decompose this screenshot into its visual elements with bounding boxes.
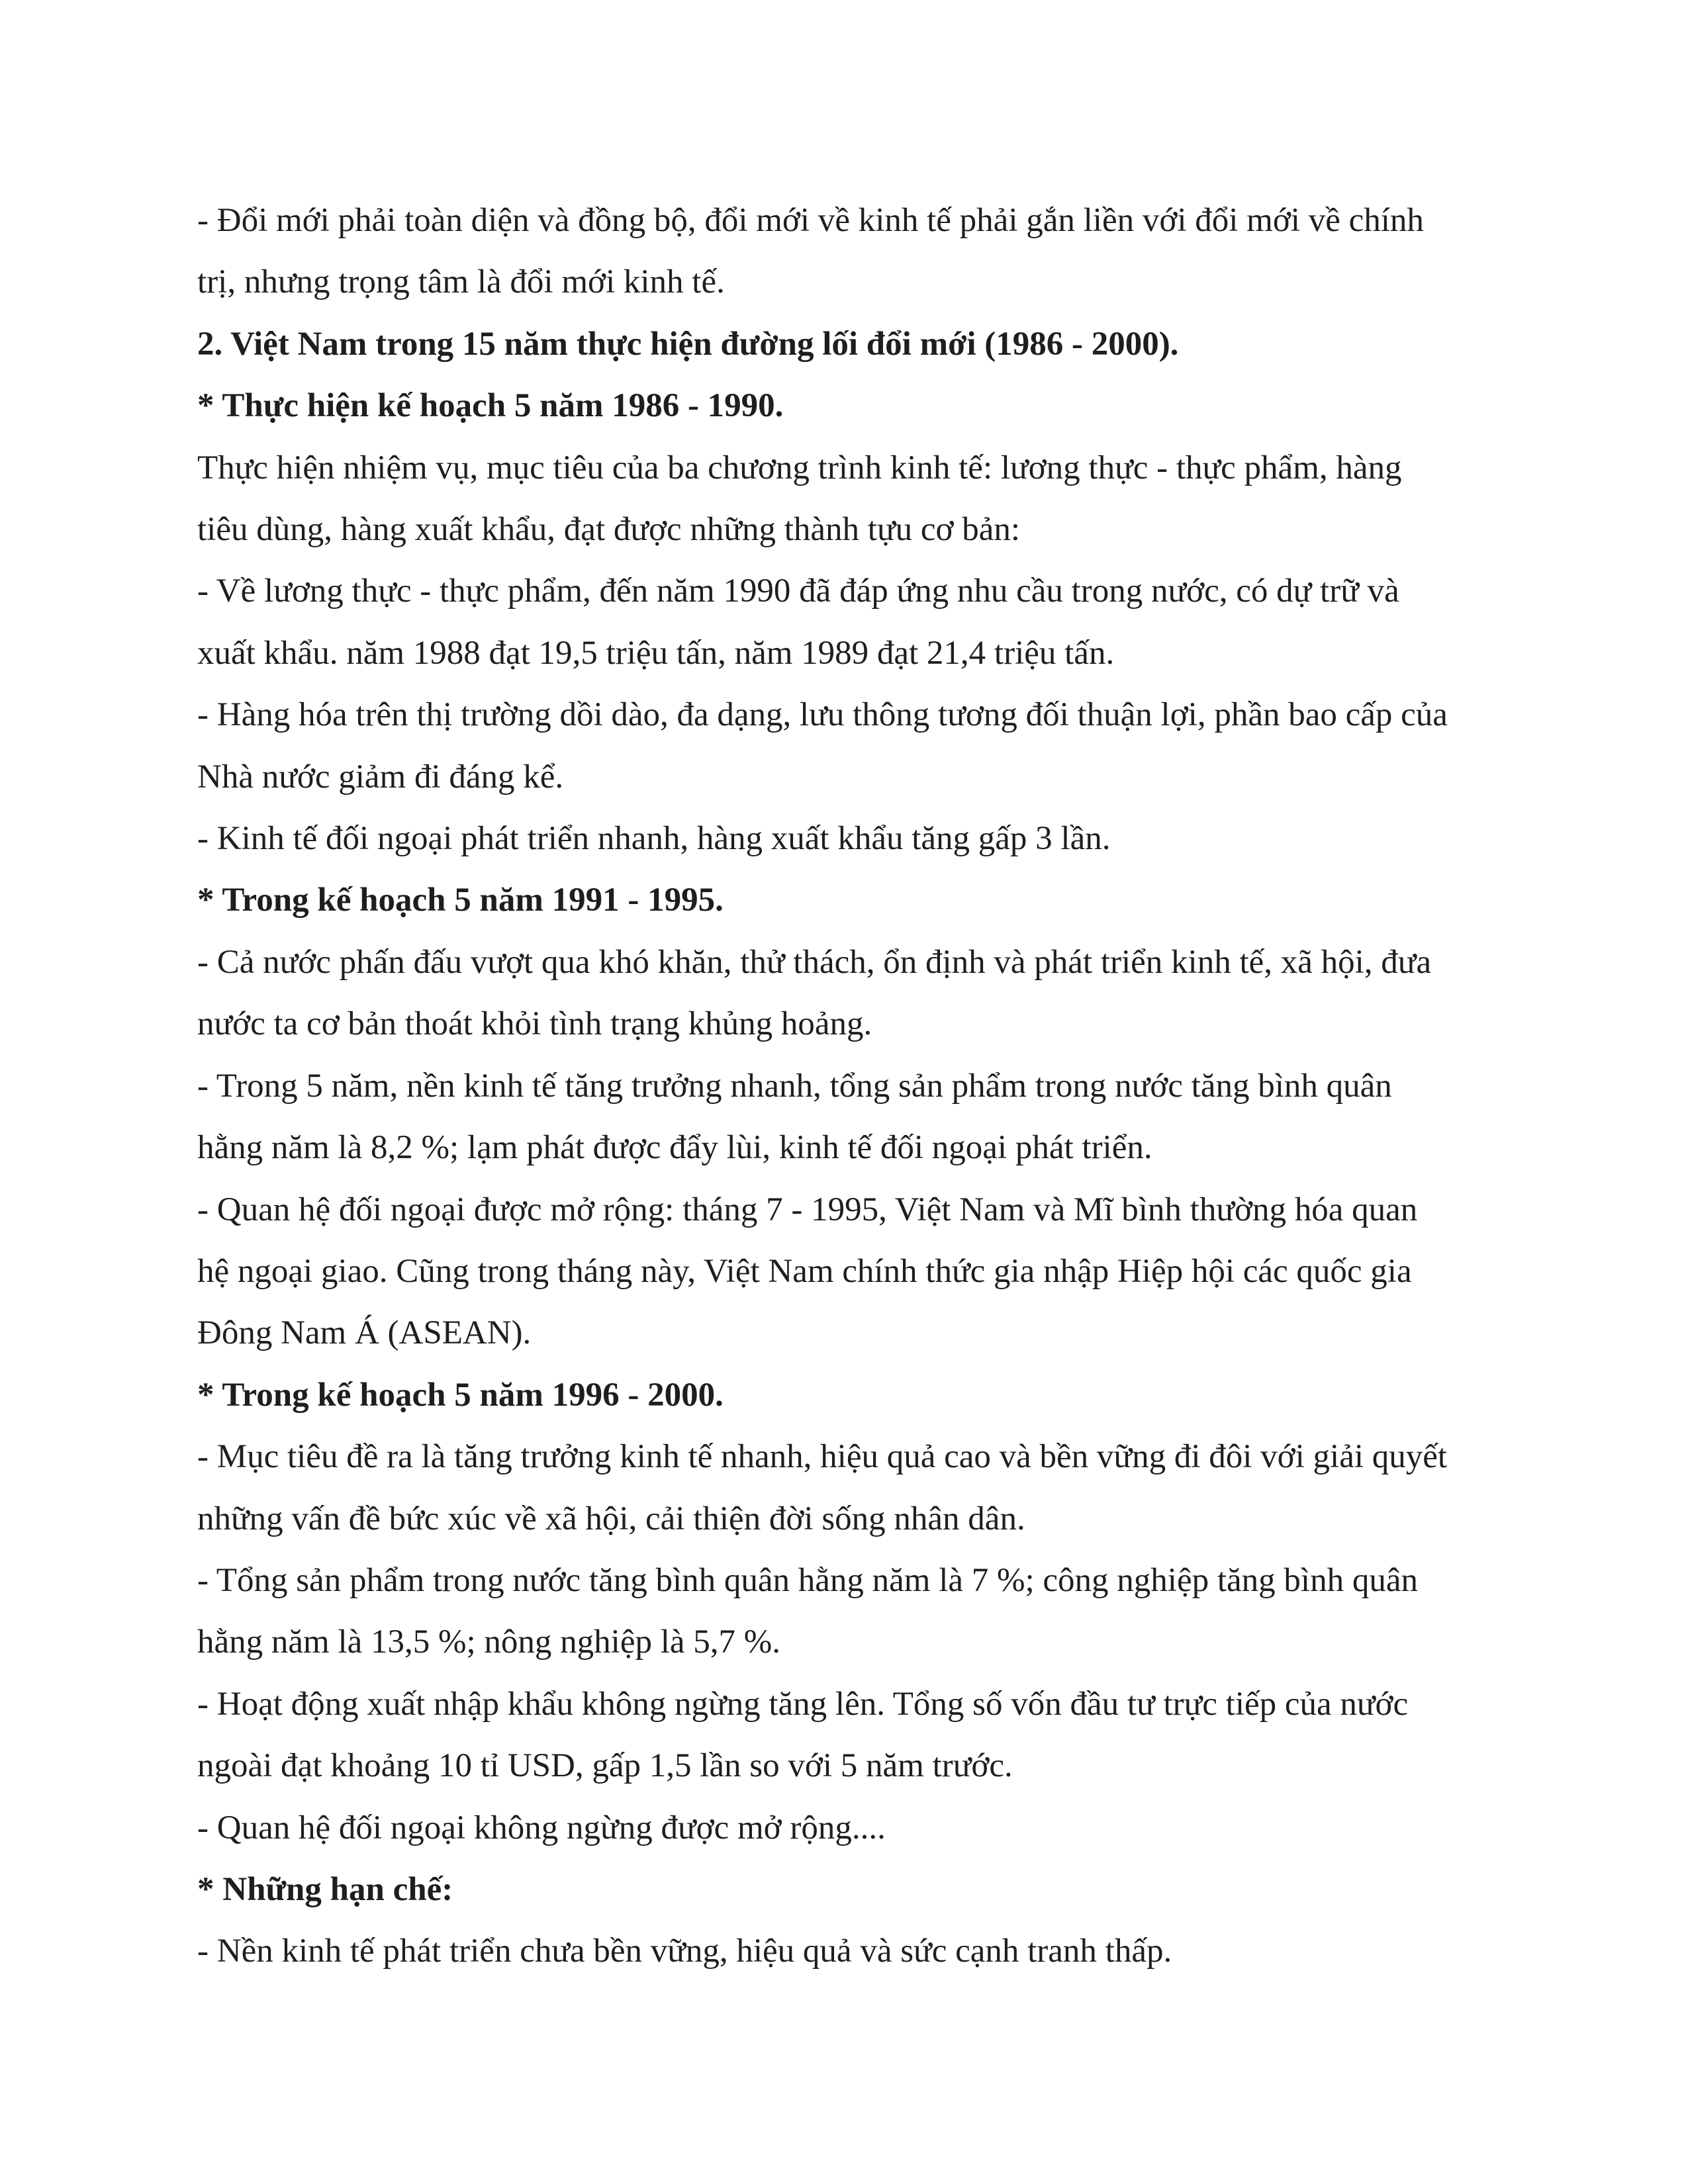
text-line: - Trong 5 năm, nền kinh tế tăng trưởng nhanh, tổng sản phẩm trong nước tăng bình quân	[197, 1067, 1392, 1105]
text-line: nước ta cơ bản thoát khỏi tình trạng khủng hoảng.	[197, 1005, 872, 1043]
text-line: Nhà nước giảm đi đáng kể.	[197, 758, 564, 796]
text-line: - Kinh tế đối ngoại phát triển nhanh, hàng xuất khẩu tăng gấp 3 lần.	[197, 820, 1111, 858]
document-page	[197, 190, 1495, 1983]
text-line: - Cả nước phấn đấu vượt qua khó khăn, thử thách, ổn định và phát triển kinh tế, xã hội, đưa	[197, 943, 1432, 981]
text-line: - Hoạt động xuất nhập khẩu không ngừng tăng lên. Tổng số vốn đầu tư trực tiếp của nước	[197, 1685, 1409, 1723]
text-line: - Nền kinh tế phát triển chưa bền vững, hiệu quả và sức cạnh tranh thấp.	[197, 1933, 1172, 1970]
text-line: xuất khẩu. năm 1988 đạt 19,5 triệu tấn, năm 1989 đạt 21,4 triệu tấn.	[197, 634, 1115, 672]
section-heading-line: * Thực hiện kế hoạch 5 năm 1986 - 1990.	[197, 387, 784, 425]
section-heading-line: * Trong kế hoạch 5 năm 1996 - 2000.	[197, 1376, 724, 1414]
text-line: - Mục tiêu đề ra là tăng trưởng kinh tế nhanh, hiệu quả cao và bền vững đi đôi với giải quyết	[197, 1438, 1448, 1476]
text-line: - Hàng hóa trên thị trường dồi dào, đa dạng, lưu thông tương đối thuận lợi, phần bao cấp của	[197, 696, 1448, 734]
text-line: những vấn đề bức xúc về xã hội, cải thiện đời sống nhân dân.	[197, 1500, 1025, 1537]
text-line: - Quan hệ đối ngoại không ngừng được mở rộng....	[197, 1809, 886, 1846]
text-line: Thực hiện nhiệm vụ, mục tiêu của ba chương trình kinh tế: lương thực - thực phẩm, hàng	[197, 449, 1402, 486]
text-line: - Tổng sản phẩm trong nước tăng bình quân hằng năm là 7 %; công nghiệp tăng bình quân	[197, 1561, 1418, 1599]
text-line: ngoài đạt khoảng 10 tỉ USD, gấp 1,5 lần so với 5 năm trước.	[197, 1747, 1013, 1785]
text-line: hằng năm là 13,5 %; nông nghiệp là 5,7 %.	[197, 1623, 780, 1661]
text-line: hằng năm là 8,2 %; lạm phát được đẩy lùi, kinh tế đối ngoại phát triển.	[197, 1129, 1152, 1167]
text-line: trị, nhưng trọng tâm là đổi mới kinh tế.	[197, 263, 725, 301]
text-line: Đông Nam Á (ASEAN).	[197, 1314, 532, 1352]
text-line: - Quan hệ đối ngoại được mở rộng: tháng 7 - 1995, Việt Nam và Mĩ bình thường hóa quan	[197, 1191, 1418, 1228]
section-heading-line: 2. Việt Nam trong 15 năm thực hiện đường lối đổi mới (1986 - 2000).	[197, 325, 1179, 363]
text-line: tiêu dùng, hàng xuất khẩu, đạt được những thành tựu cơ bản:	[197, 511, 1021, 549]
section-heading-line: * Những hạn chế:	[197, 1870, 453, 1908]
text-line: - Về lương thực - thực phẩm, đến năm 1990 đã đáp ứng nhu cầu trong nước, có dự trữ và	[197, 572, 1399, 610]
text-line: hệ ngoại giao. Cũng trong tháng này, Việt Nam chính thức gia nhập Hiệp hội các quốc gia	[197, 1252, 1412, 1290]
section-heading-line: * Trong kế hoạch 5 năm 1991 - 1995.	[197, 882, 724, 919]
text-line: - Đổi mới phải toàn diện và đồng bộ, đổi mới về kinh tế phải gắn liền với đổi mới về chính	[197, 202, 1424, 239]
